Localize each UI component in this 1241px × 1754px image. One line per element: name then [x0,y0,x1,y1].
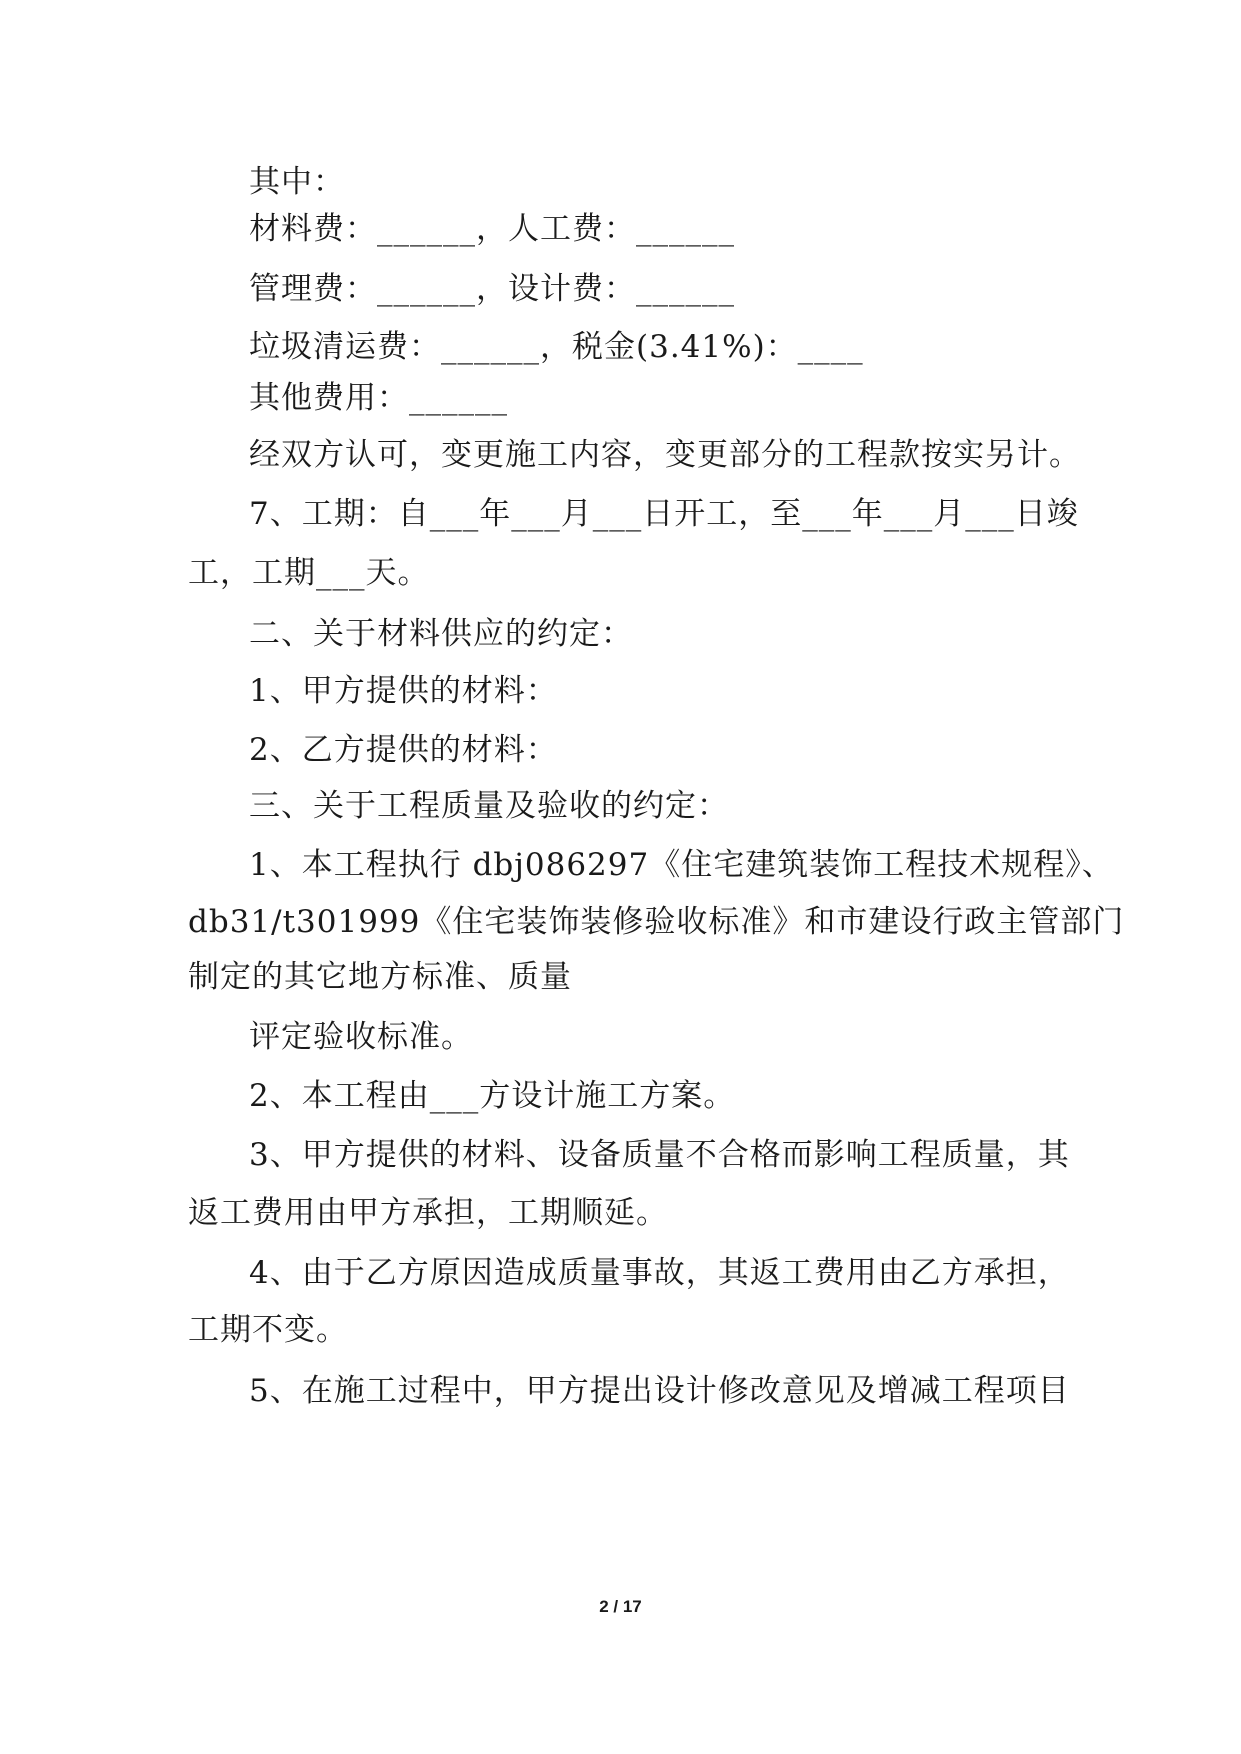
text-line: 其中： [249,164,345,200]
section-heading: 三、关于工程质量及验收的约定： [249,788,729,824]
text-line: 材料费：______，人工费：______ [249,211,735,247]
text-line: db31/t301999《住宅装饰装修验收标准》和市建设行政主管部门 [188,904,1125,940]
text-line: 经双方认可，变更施工内容，变更部分的工程款按实另计。 [249,437,1081,473]
text-line: 1、甲方提供的材料： [249,673,558,709]
text-line: 4、由于乙方原因造成质量事故，其返工费用由乙方承担， [249,1255,1070,1291]
text-line: 1、本工程执行 dbj086297《住宅建筑装饰工程技术规程》、 [249,847,1114,883]
text-line: 返工费用由甲方承担，工期顺延。 [188,1195,668,1231]
text-line: 垃圾清运费：______，税金(3.41%)：____ [249,329,864,365]
text-line: 7、工期：自___年___月___日开工，至___年___月___日竣 [249,496,1079,532]
text-line: 制定的其它地方标准、质量 [188,959,572,995]
text-line: 其他费用：______ [249,380,508,416]
text-line: 评定验收标准。 [249,1019,473,1055]
text-line: 2、乙方提供的材料： [249,732,558,768]
section-heading: 二、关于材料供应的约定： [249,616,633,652]
text-line: 管理费：______，设计费：______ [249,271,735,307]
page-number: 2 / 17 [599,1597,642,1616]
text-line: 2、本工程由___方设计施工方案。 [249,1078,736,1114]
text-line: 5、在施工过程中，甲方提出设计修改意见及增减工程项目 [249,1373,1070,1409]
text-line: 工，工期___天。 [188,555,430,591]
text-line: 工期不变。 [188,1312,348,1348]
text-line: 3、甲方提供的材料、设备质量不合格而影响工程质量，其 [249,1137,1070,1173]
